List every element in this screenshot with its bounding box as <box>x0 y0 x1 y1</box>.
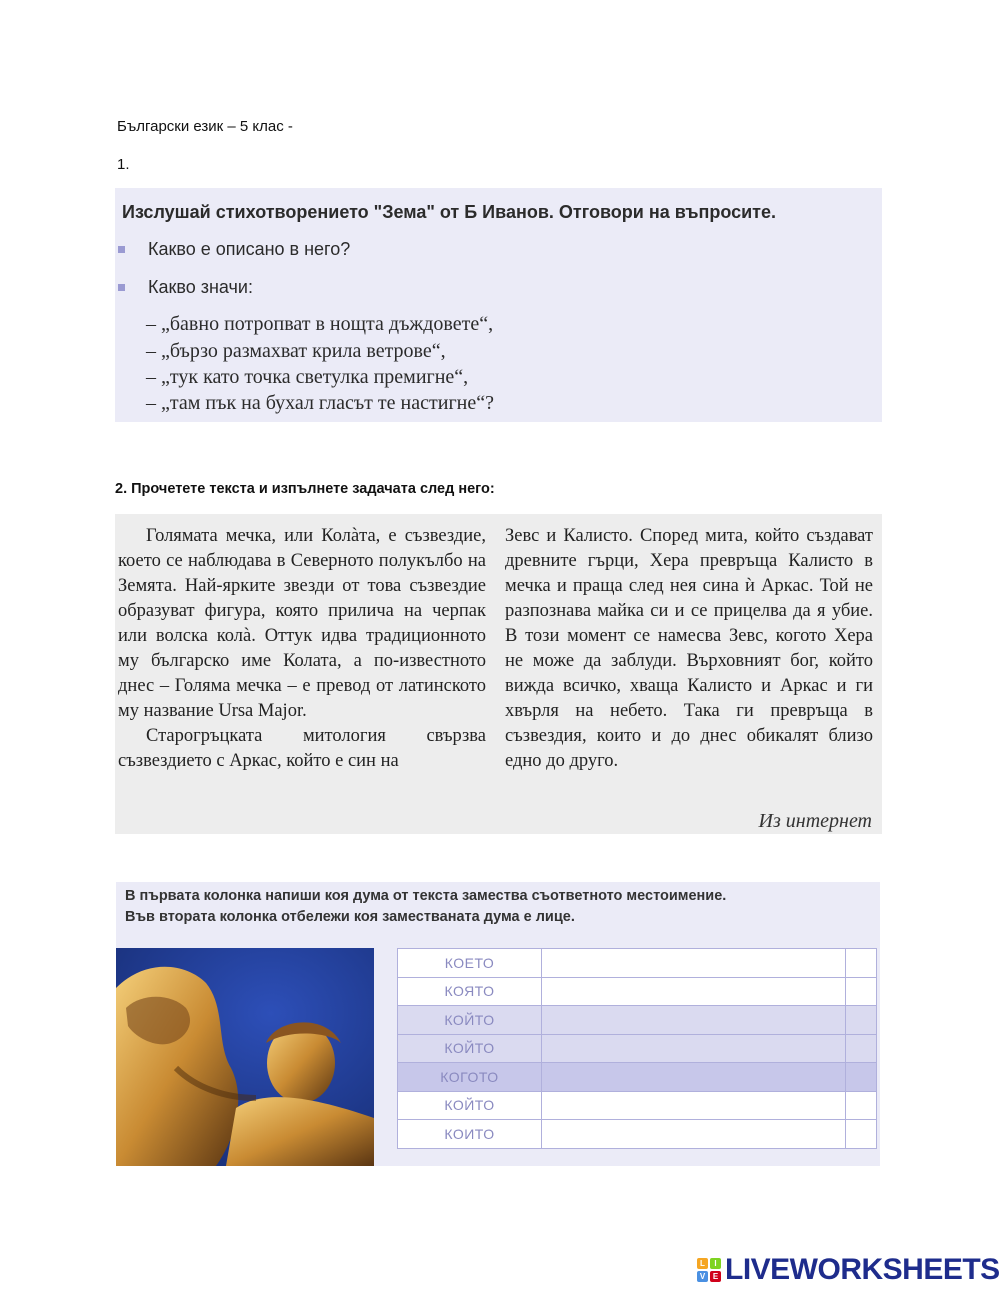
logo-icon-letter: E <box>710 1271 721 1282</box>
verse-line: – „бавно потропват в нощта дъждовете“, <box>146 313 494 335</box>
answer-word-field[interactable] <box>542 1120 846 1149</box>
pronoun-cell: КОИТО <box>398 1120 542 1149</box>
question-2-text: Какво значи: <box>148 277 253 297</box>
answer-word-field[interactable] <box>542 1063 846 1092</box>
text-source: Из интернет <box>758 810 872 832</box>
pronoun-cell: КОЙТО <box>398 1034 542 1063</box>
pronoun-cell: КОЕТО <box>398 949 542 978</box>
paragraph: Зевс и Калисто. Според мита, който създават древните гърци, Хера превръща Калисто в мечка и праща след нея сина ѝ Аркас. Той не разпознава майка си и се прицелва да я убие. В този момент се намесва Зевс, когото Хера не може да заблуди. Върховният бог, който вижда всичко, хваща Калисто и Аркас и ги хвърля на небето. Така ги превръща в съзвездия, които и до днес обикалят близо едно до друго. <box>505 526 873 771</box>
person-mark-field[interactable] <box>846 1063 877 1092</box>
task-instruction-line1: В първата колонка напиши коя дума от текста замества съответното местоимение. <box>125 888 727 904</box>
task-instruction-line2: Във втората колонка отбележи коя заместваната дума е лице. <box>125 909 575 925</box>
statue-photo <box>116 948 374 1166</box>
paragraph: Голямата мечка, или Колàта, е съзвездие, което се наблюдава в Северното полукълбо на Земята. Най-ярките звезди от това съзвездие образуват фигура, която прилича на черпак или волска колà. Оттук идва традиционното му българско име Колата, а по-известното днес – Голяма мечка – е превод от латинското му название Ursa Major. <box>118 526 486 721</box>
answer-word-field[interactable] <box>542 1034 846 1063</box>
pronoun-cell: КОЙТО <box>398 1006 542 1035</box>
person-mark-field[interactable] <box>846 1120 877 1149</box>
logo-icon-letter: I <box>710 1258 721 1269</box>
bullet-icon <box>118 246 125 253</box>
answer-word-field[interactable] <box>542 977 846 1006</box>
person-mark-field[interactable] <box>846 977 877 1006</box>
text-column-right <box>505 524 873 774</box>
pronoun-cell: КОЯТО <box>398 977 542 1006</box>
answer-word-field[interactable] <box>542 1006 846 1035</box>
verse-line: – „тук като точка светулка премигне“, <box>146 366 469 388</box>
exercise-1-title: Изслушай стихотворението "Зема" от Б Иванов. Отговори на въпросите. <box>122 202 776 222</box>
liveworksheets-logo[interactable] <box>697 1254 1000 1286</box>
verse-line: – „бързо размахват крила ветрове“, <box>146 340 446 362</box>
question-1-text: Какво е описано в него? <box>148 239 351 259</box>
exercise-2-title: 2. Прочетете текста и изпълнете задачата след него: <box>115 481 495 497</box>
person-mark-field[interactable] <box>846 949 877 978</box>
pronoun-cell: КОЙТО <box>398 1091 542 1120</box>
logo-icon <box>697 1258 721 1282</box>
page-header: Български език – 5 клас - <box>117 118 293 135</box>
exercise-1-box <box>115 188 882 422</box>
text-column-left <box>118 524 486 774</box>
pronoun-cell: КОГОТО <box>398 1063 542 1092</box>
answer-word-field[interactable] <box>542 1091 846 1120</box>
person-mark-field[interactable] <box>846 1034 877 1063</box>
person-mark-field[interactable] <box>846 1006 877 1035</box>
person-mark-field[interactable] <box>846 1091 877 1120</box>
exercise-3-box <box>116 882 880 1166</box>
reading-text-box <box>115 514 882 834</box>
verse-line: – „там пък на бухал гласът те настигне“? <box>146 392 494 414</box>
logo-text: LIVEWORKSHEETS <box>725 1253 1000 1286</box>
bullet-icon <box>118 284 125 291</box>
answer-table <box>397 948 877 1149</box>
paragraph: Старогръцката митология свързва съзвездието с Аркас, който е син на <box>118 726 486 771</box>
question-1-number: 1. <box>117 156 130 173</box>
answer-word-field[interactable] <box>542 949 846 978</box>
logo-icon-letter: V <box>697 1271 708 1282</box>
logo-icon-letter: L <box>697 1258 708 1269</box>
